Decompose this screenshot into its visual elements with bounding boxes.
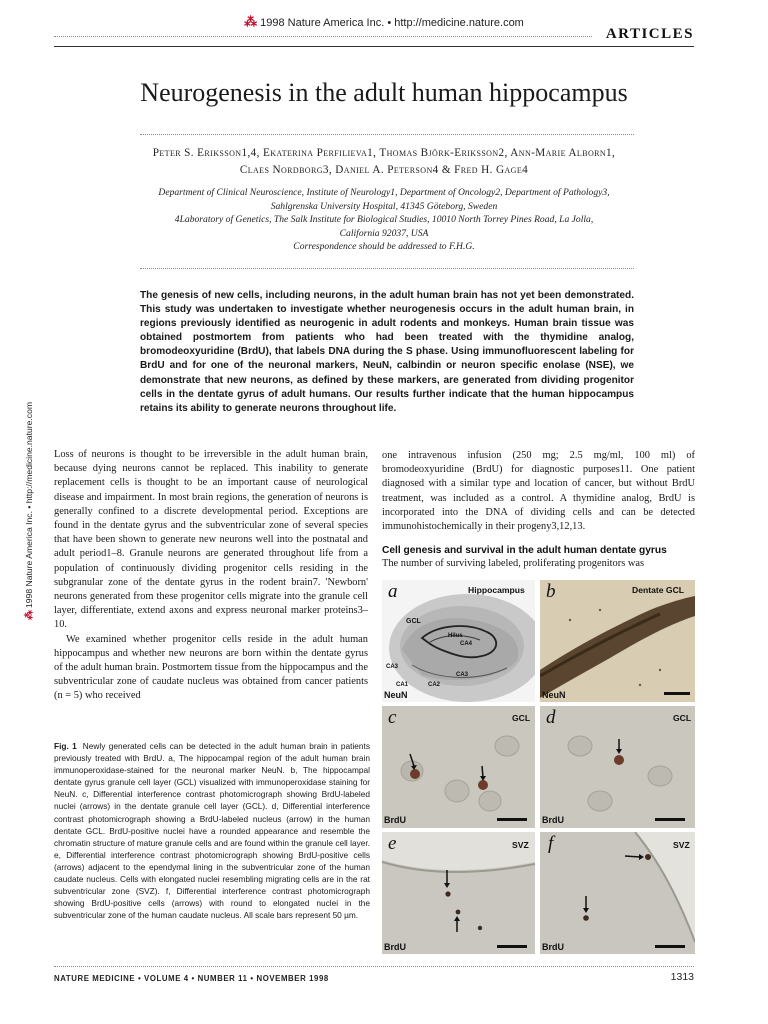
authors-line-2: Claes Nordborg3, Daniel A. Peterson4 & Fred H. Gage4 xyxy=(239,164,529,176)
affiliation-line: 4Laboratory of Genetics, The Salk Institute for Biological Studies, 10010 North Torrey Pines Road, La Jolla, xyxy=(174,214,594,225)
panel-title-b: Dentate GCL xyxy=(632,585,685,595)
panel-letter-a: a xyxy=(388,581,398,602)
page-number: 1313 xyxy=(670,971,694,983)
figure-panel-c xyxy=(382,706,535,828)
title-rule xyxy=(140,134,634,135)
body-paragraph: We examined whether progenitor cells reside in the adult human hippocampus and whether new neurons are born within the dentate gyrus of the adult human brain. Postmortem tissue from the hippocampus and the subventricular zone of caudate nucleus was obtained from cancer patients (n = 5) who received xyxy=(54,633,368,702)
region-label-gcl: GCL xyxy=(406,618,421,625)
article-title: Neurogenesis in the adult human hippocampus xyxy=(140,78,628,107)
panel-stain-c: BrdU xyxy=(384,815,406,825)
panel-title-a: Hippocampus xyxy=(468,585,525,595)
panel-stain-b: NeuN xyxy=(542,690,566,700)
section-label: ARTICLES xyxy=(605,26,694,42)
affiliation-rule xyxy=(140,268,634,269)
panel-letter-f: f xyxy=(548,833,554,854)
panel-stain-f: BrdU xyxy=(542,942,564,952)
journal-info: NATURE MEDICINE • VOLUME 4 • NUMBER 11 • NOVEMBER 1998 xyxy=(54,974,329,983)
nature-logo-icon: ⁂ xyxy=(244,14,258,29)
panel-title-d: GCL xyxy=(673,713,692,723)
body-paragraph: Loss of neurons is thought to be irreversible in the adult human brain, because dying neurons cannot be replaced. This inability to generate replacement cells is thought to be an important cause of neurological disease and impairment. In most brain regions, the generation of neurons is generally confined to a discrete developmental period. Exceptions are found in the dentate gyrus and the subventricular zone of several species that have been shown to generate new neurons well into the postnatal and adult period1–8. Granule neurons are generated throughout life from a population of continuously dividing progenitor cells residing in the subgranular zone of the dentate gyrus in the rodent brain7. 'Newborn' neurons generated from these progenitor cells migrate into the granule cell layer, differentiate, extend axons and express neuronal marker proteins3–10. xyxy=(54,449,368,631)
body-right-column xyxy=(382,449,695,534)
panel-letter-e: e xyxy=(388,833,397,854)
region-label-ca4: CA4 xyxy=(460,641,473,647)
panel-title-c: GCL xyxy=(512,713,531,723)
brdu-svz-micrograph-e xyxy=(382,832,535,954)
affiliations xyxy=(100,186,668,254)
publisher-text: 1998 Nature America Inc. • http://medicine.nature.com xyxy=(260,17,524,29)
scale-bar-b xyxy=(664,692,690,695)
figure-caption xyxy=(54,740,370,921)
affiliation-line: Sahlgrenska University Hospital, 41345 Göteborg, Sweden xyxy=(270,200,498,212)
scale-bar-c xyxy=(497,818,527,821)
brdu-gcl-micrograph-c xyxy=(382,706,535,828)
correspondence-line: Correspondence should be addressed to F.H.G. xyxy=(293,241,475,252)
header-rule-right xyxy=(54,46,694,47)
region-label-hilus: Hilus xyxy=(448,633,463,639)
footer-rule xyxy=(54,966,694,967)
section-heading: Cell genesis and survival in the adult human dentate gyrus xyxy=(382,545,667,556)
scale-bar-f xyxy=(655,945,685,948)
panel-letter-c: c xyxy=(388,707,397,728)
abstract: The genesis of new cells, including neurons, in the adult human brain has not yet been demonstrated. This study was undertaken to investigate whether neurogenesis occurs in the adult human brain, in regions previously identified as neurogenic in adult rodents and monkeys. Human brain tissue was obtained postmortem from patients who had been treated with the thymidine analog, bromodeoxyuridine (BrdU), that labels DNA during the S phase. Using immunofluorescent labeling for BrdU and for one of the neuronal markers, NeuN, calbindin or neuron specific enolase (NSE), we demonstrate that new neurons, as defined by these markers, are generated from dividing progenitor cells in the dentate gyrus of adult humans. Our results further indicate that the human hippocampus retains its ability to generate neurons throughout life. xyxy=(140,290,634,414)
figure-number: Fig. 1 xyxy=(54,741,77,751)
region-label-ca3: CA3 xyxy=(386,664,399,670)
region-label-ca2: CA2 xyxy=(428,682,441,688)
panel-stain-e: BrdU xyxy=(384,942,406,952)
body-left-column xyxy=(54,448,368,704)
region-label-ca3-b: CA3 xyxy=(456,672,469,678)
figure-panel-e xyxy=(382,832,535,954)
panel-letter-d: d xyxy=(546,707,556,728)
affiliation-line: California 92037, USA xyxy=(339,227,429,239)
figure-panel-f xyxy=(540,832,695,954)
scale-bar-d xyxy=(655,818,685,821)
section-first-line: The number of surviving labeled, proliferating progenitors was xyxy=(382,558,645,569)
panel-title-f: SVZ xyxy=(673,840,690,850)
header-rule xyxy=(54,36,592,37)
side-publisher-text: ⁂1998 Nature America Inc. • http://medicine.nature.com xyxy=(24,401,35,620)
body-paragraph: one intravenous infusion (250 mg; 2.5 mg/ml, 100 ml) of bromodeoxyuridine (BrdU) for diagnostic purposes11. One patient diagnosed with a similar type and location of cancer, but without BrdU treatment, was included as a control. A thymidine analog, BrdU is incorporated into the DNA of dividing cells and can be detected immunohistochemically in their progeny3,12,13. xyxy=(382,450,695,533)
brdu-gcl-micrograph-d xyxy=(540,706,695,828)
author-list xyxy=(100,145,668,179)
nature-logo-icon: ⁂ xyxy=(24,610,35,620)
affiliation-line: Department of Clinical Neuroscience, Institute of Neurology1, Department of Oncology2, Department of Pathology3, xyxy=(158,187,610,198)
scale-bar-e xyxy=(497,945,527,948)
panel-letter-b: b xyxy=(546,581,556,602)
figure-panel-d xyxy=(540,706,695,828)
panel-stain-a: NeuN xyxy=(384,690,408,700)
region-label-ca1: CA1 xyxy=(396,682,409,688)
panel-stain-d: BrdU xyxy=(542,815,564,825)
dentate-gcl-micrograph xyxy=(540,580,695,702)
brdu-svz-micrograph-f xyxy=(540,832,695,954)
panel-title-e: SVZ xyxy=(512,840,529,850)
figure-panel-b xyxy=(540,580,695,702)
caption-text: Newly generated cells can be detected in the adult human brain in patients previously treated with BrdU. a, The hippocampal region of the adult human brain immunoperoxidase-stained for the neuronal marker NeuN. b, The hippocampal dentate gyrus granule cell layer (GCL) visualized with immunoperoxidase staining for NeuN. c, Differential interference contrast photomicrograph showing BrdU-labeled nuclei (arrows) in the dentate granule cell layer (GCL). d, Differential interference contrast photomicrograph showing a BrdU-labeled nucleus (arrow) in the human dentate GCL. BrdU-positive nuclei have a rounded appearance and resemble the chromatin structure of mature granule cells and are found within the granule cell layer. e, Differential interference contrast photomicrograph showing BrdU-positive cells (arrows) adjacent to the ependymal lining in the subventricular zone of the human caudate nucleus. Cells with elongated nuclei resembling migrating cells are in the rat subventricular zone (SVZ). f, Differential interference contrast photomicrograph showing BrdU-positive cells (arrows) with round to elongated nuclei in the subventricular zone of the human caudate nucleus. All scale bars represent 50 µm. xyxy=(54,741,370,921)
authors-line-1: Peter S. Eriksson1,4, Ekaterina Perfilieva1, Thomas Björk-Eriksson2, Ann-Marie Alborn1, xyxy=(152,147,616,159)
